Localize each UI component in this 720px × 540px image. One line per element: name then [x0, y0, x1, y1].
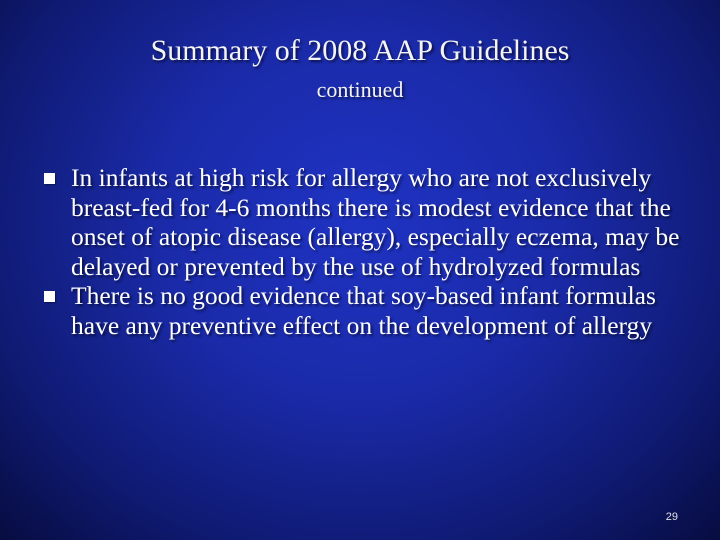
square-bullet-icon: [44, 291, 55, 302]
slide-number: 29: [665, 511, 678, 523]
bullet-text: In infants at high risk for allergy who are not exclusively breast-fed for 4-6 months there is modest evidence that the onset of atopic disease (allergy), especially eczema, may be delayed or prevented by the use of hydrolyzed formulas: [71, 163, 680, 281]
square-bullet-icon: [44, 173, 55, 184]
slide-title: Summary of 2008 AAP Guidelines: [150, 34, 570, 67]
bullet-text: There is no good evidence that soy-based infant formulas have any preventive effect on the development of allergy: [71, 281, 656, 340]
bullet-list: [44, 163, 684, 340]
slide-subtitle: continued: [316, 77, 404, 102]
bullet-item: [44, 163, 684, 281]
bullet-item: [44, 281, 684, 340]
